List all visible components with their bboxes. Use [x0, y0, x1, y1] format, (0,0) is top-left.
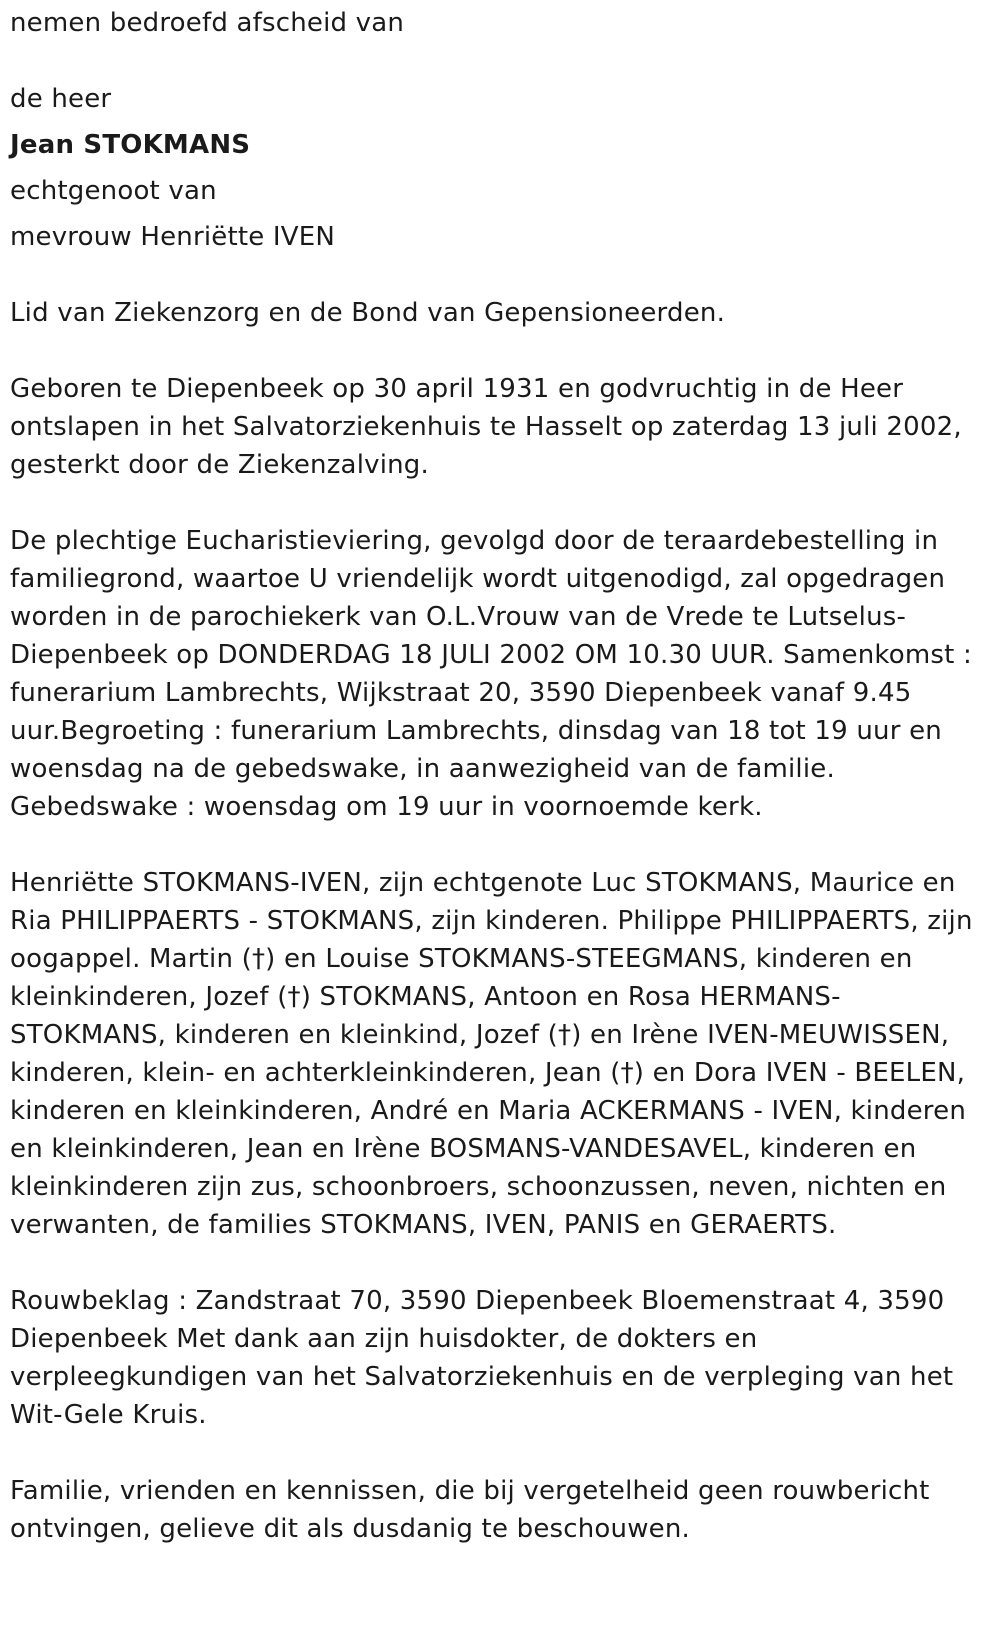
paragraph-line: Diepenbeek op DONDERDAG 18 JULI 2002 OM 10.30 UUR. Samenkomst : [10, 640, 972, 670]
paragraph-line: gesterkt door de Ziekenzalving. [10, 450, 429, 480]
paragraph-line: verwanten, de families STOKMANS, IVEN, PANIS en GERAERTS. [10, 1210, 837, 1240]
spouse-name: mevrouw Henriëtte IVEN [10, 222, 336, 252]
paragraph-line: Ria PHILIPPAERTS - STOKMANS, zijn kinderen. Philippe PHILIPPAERTS, zijn [10, 906, 973, 936]
paragraph-line: Rouwbeklag : Zandstraat 70, 3590 Diepenbeek Bloemenstraat 4, 3590 [10, 1286, 945, 1316]
paragraph-line: uur.Begroeting : funerarium Lambrechts, dinsdag van 18 tot 19 uur en [10, 716, 942, 746]
paragraph-line: familiegrond, waartoe U vriendelijk wordt uitgenodigd, zal opgedragen [10, 564, 946, 594]
relation-label: echtgenoot van [10, 176, 217, 206]
intro-text: nemen bedroefd afscheid van [10, 8, 405, 38]
paragraph-line: Diepenbeek Met dank aan zijn huisdokter, de dokters en [10, 1324, 758, 1354]
paragraph-line: Henriëtte STOKMANS-IVEN, zijn echtgenote Luc STOKMANS, Maurice en [10, 868, 956, 898]
ceremony-paragraph [10, 522, 985, 826]
spacer [10, 1434, 985, 1472]
paragraph-line: STOKMANS, kinderen en kleinkind, Jozef (†) en Irène IVEN-MEUWISSEN, [10, 1020, 950, 1050]
paragraph-line: kinderen en kleinkinderen, André en Maria ACKERMANS - IVEN, kinderen [10, 1096, 966, 1126]
paragraph-line: worden in de parochiekerk van O.L.Vrouw van de Vrede te Lutselus- [10, 602, 907, 632]
spacer [10, 1244, 985, 1282]
paragraph-line: kleinkinderen, Jozef (†) STOKMANS, Antoon en Rosa HERMANS- [10, 982, 841, 1012]
paragraph-line: Familie, vrienden en kennissen, die bij vergetelheid geen rouwbericht [10, 1476, 930, 1506]
paragraph-line: ontslapen in het Salvatorziekenhuis te Hasselt op zaterdag 13 juli 2002, [10, 412, 962, 442]
paragraph-line: oogappel. Martin (†) en Louise STOKMANS-STEEGMANS, kinderen en [10, 944, 913, 974]
paragraph-line: Geboren te Diepenbeek op 30 april 1931 en godvruchtig in de Heer [10, 374, 904, 404]
paragraph-line: en kleinkinderen, Jean en Irène BOSMANS-VANDESAVEL, kinderen en [10, 1134, 917, 1164]
paragraph-line: ontvingen, gelieve dit als dusdanig te beschouwen. [10, 1514, 691, 1544]
paragraph-line: woensdag na de gebedswake, in aanwezigheid van de familie. [10, 754, 835, 784]
spacer [10, 332, 985, 370]
paragraph-line: De plechtige Eucharistieviering, gevolgd door de teraardebestelling in [10, 526, 939, 556]
paragraph-line: Wit-Gele Kruis. [10, 1400, 207, 1430]
obituary-document [10, 4, 985, 1548]
family-paragraph [10, 864, 985, 1244]
spacer [10, 484, 985, 522]
title-line: de heer [10, 84, 112, 114]
deceased-name: Jean STOKMANS [10, 130, 251, 160]
spacer [10, 256, 985, 294]
paragraph-line: kinderen, klein- en achterkleinkinderen, Jean (†) en Dora IVEN - BEELEN, [10, 1058, 966, 1088]
paragraph-line: verpleegkundigen van het Salvatorziekenhuis en de verpleging van het [10, 1362, 954, 1392]
paragraph-line: kleinkinderen zijn zus, schoonbroers, schoonzussen, neven, nichten en [10, 1172, 947, 1202]
membership-text: Lid van Ziekenzorg en de Bond van Gepensioneerden. [10, 298, 726, 328]
spacer [10, 42, 985, 80]
condolences-paragraph [10, 1282, 985, 1434]
spacer [10, 826, 985, 864]
closing-paragraph [10, 1472, 985, 1548]
paragraph-line: Gebedswake : woensdag om 19 uur in voornoemde kerk. [10, 792, 763, 822]
paragraph-line: funerarium Lambrechts, Wijkstraat 20, 3590 Diepenbeek vanaf 9.45 [10, 678, 912, 708]
birth-death-paragraph [10, 370, 985, 484]
